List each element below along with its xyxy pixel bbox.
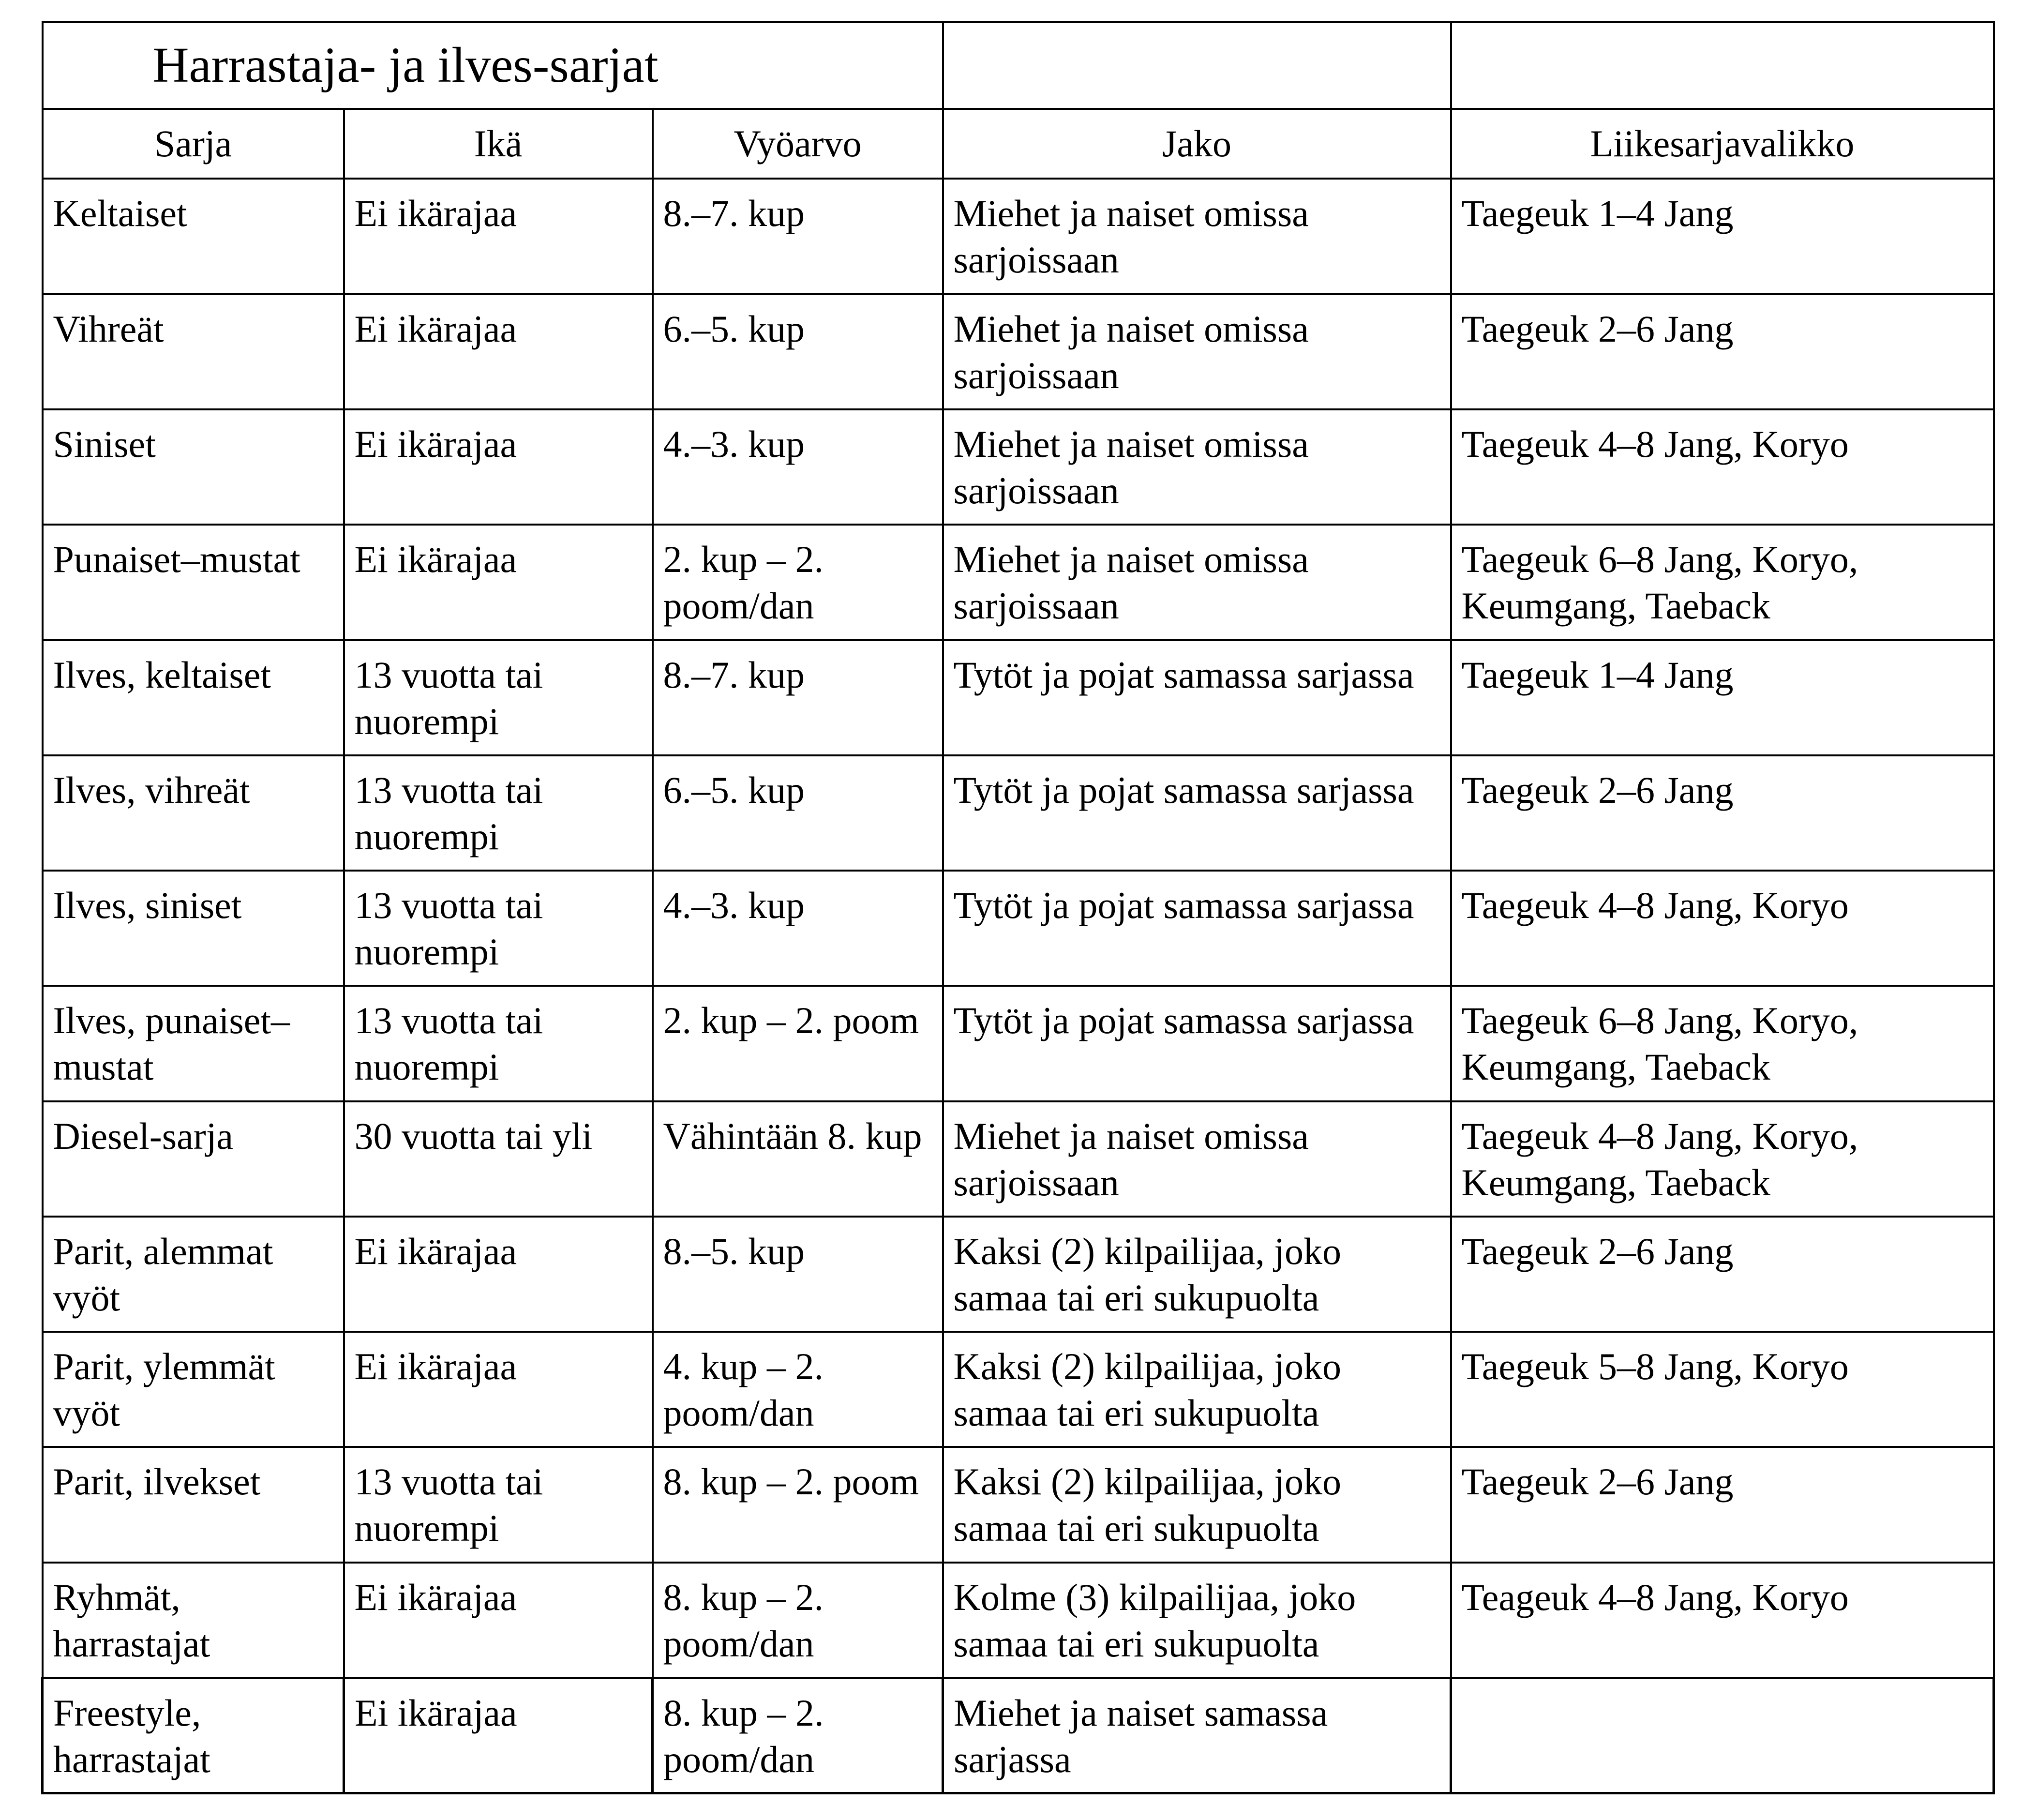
cell-jako: Miehet ja naiset omissa sarjoissaan (943, 1101, 1451, 1217)
cell-liikesarjavalikko: Taegeuk 6–8 Jang, Koryo, Keumgang, Taeback (1451, 525, 1994, 640)
cell-liikesarjavalikko: Taegeuk 1–4 Jang (1451, 179, 1994, 294)
cell-vyoarvo: 8. kup – 2. poom/dan (653, 1678, 943, 1793)
table-row (43, 409, 1994, 525)
cell-sarja: Diesel-sarja (43, 1101, 344, 1217)
cell-liikesarjavalikko: Taegeuk 4–8 Jang, Koryo (1451, 871, 1994, 986)
cell-jako: Tytöt ja pojat samassa sarjassa (943, 986, 1451, 1101)
series-table (41, 21, 1995, 1794)
table-row (43, 525, 1994, 640)
cell-liikesarjavalikko: Taegeuk 2–6 Jang (1451, 755, 1994, 871)
cell-liikesarjavalikko: Taegeuk 2–6 Jang (1451, 294, 1994, 409)
table-row (43, 1217, 1994, 1332)
table-row (43, 755, 1994, 871)
title-empty-cell (1451, 22, 1994, 109)
header-row (43, 109, 1994, 179)
header-liikesarjavalikko: Liikesarjavalikko (1451, 109, 1994, 179)
cell-jako: Kaksi (2) kilpailijaa, joko samaa tai eri sukupuolta (943, 1447, 1451, 1562)
cell-jako: Tytöt ja pojat samassa sarjassa (943, 871, 1451, 986)
cell-ika: Ei ikärajaa (344, 179, 653, 294)
cell-sarja: Ilves, siniset (43, 871, 344, 986)
cell-sarja: Freestyle, harrastajat (43, 1678, 344, 1793)
cell-ika: Ei ikärajaa (344, 409, 653, 525)
table-row (43, 986, 1994, 1101)
cell-vyoarvo: 8.–7. kup (653, 640, 943, 755)
cell-jako: Miehet ja naiset omissa sarjoissaan (943, 179, 1451, 294)
cell-vyoarvo: 8.–7. kup (653, 179, 943, 294)
cell-jako: Miehet ja naiset omissa sarjoissaan (943, 294, 1451, 409)
cell-jako: Miehet ja naiset omissa sarjoissaan (943, 409, 1451, 525)
table-row (43, 294, 1994, 409)
cell-sarja: Keltaiset (43, 179, 344, 294)
cell-vyoarvo: 2. kup – 2. poom (653, 986, 943, 1101)
table-row (43, 1563, 1994, 1678)
table-row (43, 1447, 1994, 1562)
cell-liikesarjavalikko: Taegeuk 6–8 Jang, Koryo, Keumgang, Taeback (1451, 986, 1994, 1101)
cell-ika: Ei ikärajaa (344, 1217, 653, 1332)
cell-vyoarvo: 8.–5. kup (653, 1217, 943, 1332)
cell-sarja: Ilves, vihreät (43, 755, 344, 871)
header-vyoarvo: Vyöarvo (653, 109, 943, 179)
cell-liikesarjavalikko (1451, 1678, 1994, 1793)
cell-ika: 13 vuotta tai nuorempi (344, 871, 653, 986)
cell-ika: 13 vuotta tai nuorempi (344, 986, 653, 1101)
cell-jako: Tytöt ja pojat samassa sarjassa (943, 640, 1451, 755)
cell-ika: Ei ikärajaa (344, 1678, 653, 1793)
cell-ika: Ei ikärajaa (344, 1332, 653, 1447)
table-row (43, 640, 1994, 755)
title-row (43, 22, 1994, 109)
cell-vyoarvo: 8. kup – 2. poom (653, 1447, 943, 1562)
cell-jako: Kaksi (2) kilpailijaa, joko samaa tai eri sukupuolta (943, 1332, 1451, 1447)
table-row (43, 1101, 1994, 1217)
cell-sarja: Parit, ilvekset (43, 1447, 344, 1562)
header-sarja: Sarja (43, 109, 344, 179)
header-jako: Jako (943, 109, 1451, 179)
table-row (43, 1678, 1994, 1793)
cell-sarja: Punaiset–mustat (43, 525, 344, 640)
cell-sarja: Parit, alemmat vyöt (43, 1217, 344, 1332)
table-row (43, 1332, 1994, 1447)
cell-sarja: Parit, ylemmät vyöt (43, 1332, 344, 1447)
header-ika: Ikä (344, 109, 653, 179)
cell-liikesarjavalikko: Taegeuk 5–8 Jang, Koryo (1451, 1332, 1994, 1447)
cell-ika: Ei ikärajaa (344, 525, 653, 640)
cell-sarja: Ryhmät, harrastajat (43, 1563, 344, 1678)
title-empty-cell (943, 22, 1451, 109)
cell-sarja: Ilves, keltaiset (43, 640, 344, 755)
cell-vyoarvo: 4. kup – 2. poom/dan (653, 1332, 943, 1447)
cell-vyoarvo: 4.–3. kup (653, 871, 943, 986)
cell-liikesarjavalikko: Taegeuk 4–8 Jang, Koryo (1451, 409, 1994, 525)
cell-liikesarjavalikko: Taegeuk 1–4 Jang (1451, 640, 1994, 755)
cell-jako: Kolme (3) kilpailijaa, joko samaa tai eri sukupuolta (943, 1563, 1451, 1678)
cell-jako: Kaksi (2) kilpailijaa, joko samaa tai eri sukupuolta (943, 1217, 1451, 1332)
cell-vyoarvo: 6.–5. kup (653, 755, 943, 871)
cell-ika: 13 vuotta tai nuorempi (344, 640, 653, 755)
cell-jako: Miehet ja naiset omissa sarjoissaan (943, 525, 1451, 640)
cell-sarja: Vihreät (43, 294, 344, 409)
cell-ika: 13 vuotta tai nuorempi (344, 1447, 653, 1562)
cell-jako: Miehet ja naiset samassa sarjassa (943, 1678, 1451, 1793)
cell-vyoarvo: 6.–5. kup (653, 294, 943, 409)
cell-ika: Ei ikärajaa (344, 1563, 653, 1678)
cell-sarja: Siniset (43, 409, 344, 525)
cell-vyoarvo: 4.–3. kup (653, 409, 943, 525)
cell-vyoarvo: 8. kup – 2. poom/dan (653, 1563, 943, 1678)
table-row (43, 179, 1994, 294)
cell-liikesarjavalikko: Taegeuk 4–8 Jang, Koryo, Keumgang, Taeback (1451, 1101, 1994, 1217)
table-title: Harrastaja- ja ilves-sarjat (43, 22, 943, 109)
cell-ika: 13 vuotta tai nuorempi (344, 755, 653, 871)
cell-vyoarvo: 2. kup – 2. poom/dan (653, 525, 943, 640)
cell-sarja: Ilves, punaiset–mustat (43, 986, 344, 1101)
cell-liikesarjavalikko: Taegeuk 2–6 Jang (1451, 1447, 1994, 1562)
cell-ika: Ei ikärajaa (344, 294, 653, 409)
cell-liikesarjavalikko: Teageuk 4–8 Jang, Koryo (1451, 1563, 1994, 1678)
cell-jako: Tytöt ja pojat samassa sarjassa (943, 755, 1451, 871)
cell-liikesarjavalikko: Taegeuk 2–6 Jang (1451, 1217, 1994, 1332)
table-row (43, 871, 1994, 986)
cell-vyoarvo: Vähintään 8. kup (653, 1101, 943, 1217)
cell-ika: 30 vuotta tai yli (344, 1101, 653, 1217)
